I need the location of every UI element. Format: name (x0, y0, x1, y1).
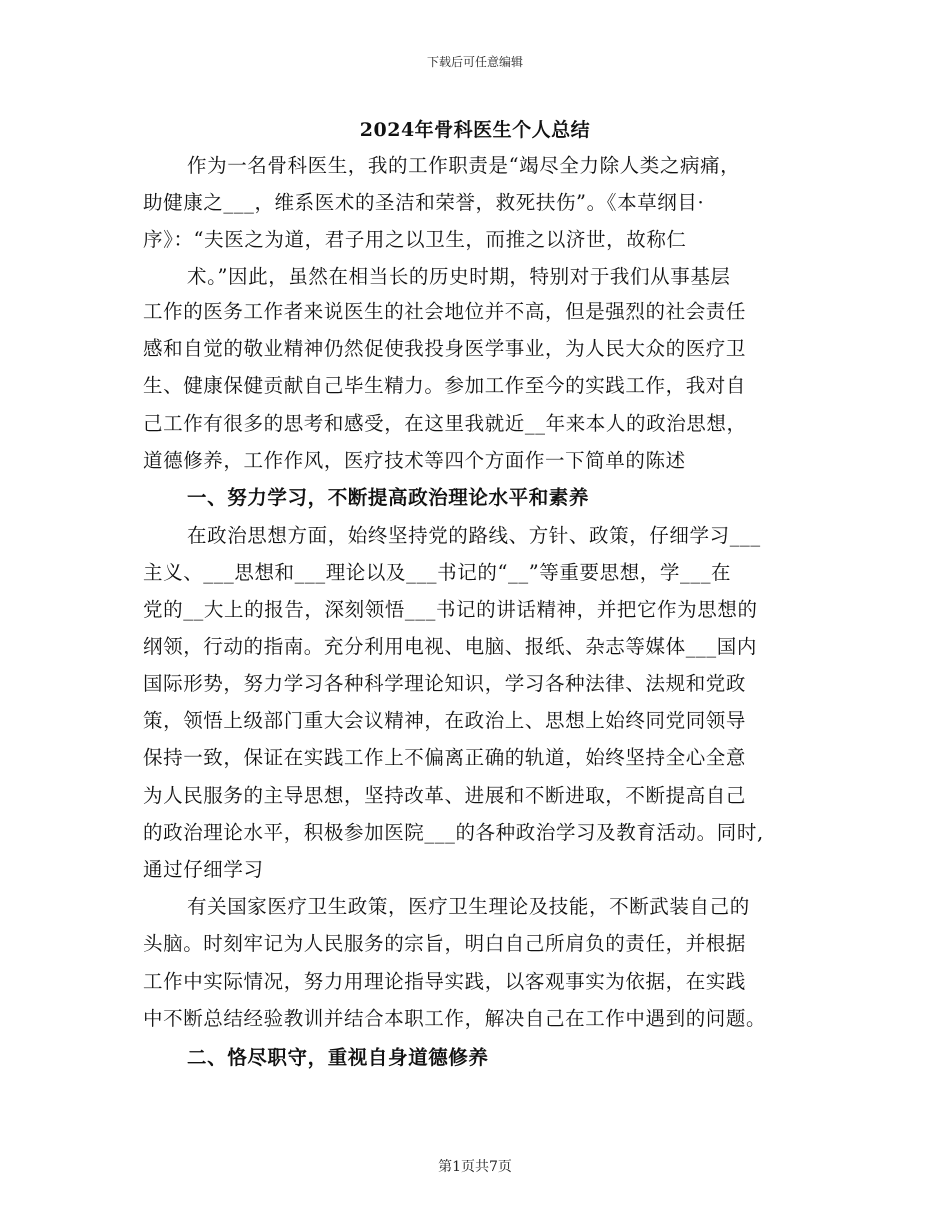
paragraph-line: 党的__大上的报告，深刻领悟___书记的讲话精神，并把它作为思想的 (143, 598, 758, 621)
paragraph-line: 策，领悟上级部门重大会议精神，在政治上、思想上始终同党同领导 (143, 709, 747, 732)
paragraph-line: 己工作有很多的思考和感受，在这里我就近__年来本人的政治思想， (143, 412, 747, 435)
document-title: 2024年骨科医生个人总结 (359, 119, 591, 141)
paragraph-line: 工作中实际情况，努力用理论指导实践，以客观事实为依据，在实践 (143, 970, 747, 993)
paragraph-line: 有关国家医疗卫生政策，医疗卫生理论及技能，不断武装自己的 (187, 895, 750, 918)
section-heading-1: 一、努力学习，不断提高政治理论水平和素养 (187, 486, 590, 509)
paragraph-line: 工作的医务工作者来说医生的社会地位并不高，但是强烈的社会责任 (143, 300, 747, 323)
paragraph-line: 助健康之___，维系医术的圣洁和荣誉，救死扶伤”。《本草纲目· (143, 191, 705, 214)
page-footer: 第1页共7页 (438, 1159, 512, 1175)
paragraph-line: 主义、___思想和___理论以及___书记的“__”等重要思想，学___在 (143, 561, 732, 584)
paragraph-line: 中不断总结经验教训并结合本职工作，解决自己在工作中遇到的问题。 (143, 1007, 767, 1030)
paragraph-line: 通过仔细学习 (143, 858, 264, 881)
paragraph-line: 感和自觉的敬业精神仍然促使我投身医学事业，为人民大众的医疗卫 (143, 337, 747, 360)
paragraph-line: 序》：“夫医之为道，君子用之以卫生，而推之以济世，故称仁 (143, 228, 687, 251)
paragraph-line: 生、健康保健贡献自己毕生精力。参加工作至今的实践工作，我对自 (143, 374, 747, 397)
paragraph-line: 头脑。时刻牢记为人民服务的宗旨，明白自己所肩负的责任，并根据 (143, 932, 747, 955)
paragraph-line: 作为一名骨科医生，我的工作职责是“竭尽全力除人类之病痛， (187, 154, 741, 177)
paragraph-line: 国际形势，努力学习各种科学理论知识，学习各种法律、法规和党政 (143, 672, 747, 695)
paragraph-line: 道德修养，工作作风，医疗技术等四个方面作一下简单的陈述 (143, 449, 686, 472)
paragraph-line: 术。”因此，虽然在相当长的历史时期，特别对于我们从事基层 (187, 265, 731, 288)
section-heading-2: 二、恪尽职守，重视自身道德修养 (187, 1046, 489, 1069)
paragraph-line: 为人民服务的主导思想，坚持改革、进展和不断进取，不断提高自己 (143, 784, 747, 807)
paragraph-line: 在政治思想方面，始终坚持党的路线、方针、政策，仔细学习___ (187, 524, 761, 547)
paragraph-line: 的政治理论水平，积极参加医院___的各种政治学习及教育活动。同时, (143, 821, 764, 844)
paragraph-line: 保持一致，保证在实践工作上不偏离正确的轨道，始终坚持全心全意 (143, 746, 747, 769)
paragraph-line: 纲领，行动的指南。充分利用电视、电脑、报纸、杂志等媒体___国内 (143, 635, 757, 658)
header-note: 下载后可任意编辑 (426, 55, 523, 69)
